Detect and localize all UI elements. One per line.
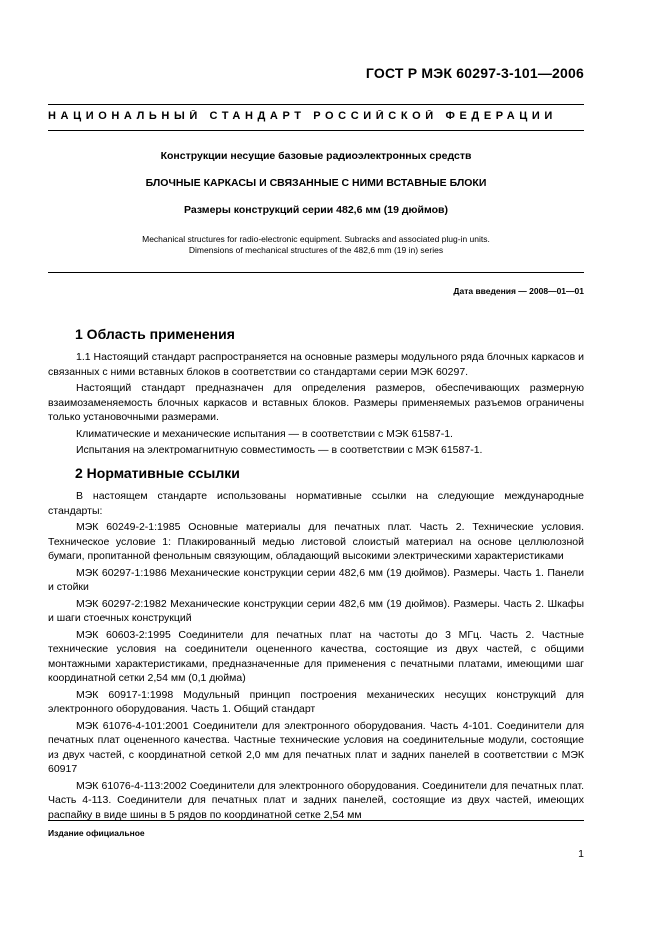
section-1-heading: 1 Область применения [75, 326, 235, 342]
title-rule [48, 272, 584, 273]
paragraph: Испытания на электромагнитную совместимость — в соответствии с МЭК 61587-1. [76, 444, 483, 456]
section-2-heading: 2 Нормативные ссылки [75, 465, 240, 481]
reference-item: МЭК 61076-4-101:2001 Соединители для электронного оборудования. Часть 4-101. Соединители для печатных плат оцененного качества. Частные технические условия на соединительные модули, состоящие из двух частей, с координатной сеткой 2,0 мм для печатных плат и задних панелей в соответствии с МЭК 60917 [48, 719, 584, 775]
paragraph: В настоящем стандарте использованы нормативные ссылки на следующие международные стандарты: [48, 490, 584, 517]
english-title [48, 234, 584, 256]
reference-item: МЭК 60917-1:1998 Модульный принцип построения механических несущих конструкций для электронного оборудования. Часть 1. Общий стандарт [48, 688, 584, 715]
reference-item: МЭК 60249-2-1:1985 Основные материалы для печатных плат. Часть 2. Технические условия. Техническое условие 1: Плакированный медью листовой слоистый материал на основе целлюлозной бумаги, пропитанной фенольным связующим, обладающий высокими электрическими характеристиками [48, 521, 584, 562]
introduction-date: Дата введения — 2008—01—01 [453, 286, 584, 296]
paragraph: Настоящий стандарт предназначен для определения размеров, обеспечивающих размерную взаимозаменяемость блочных каркасов и вставных блоков. Размеры применяемых разъемов ограничены только установочными размерами. [48, 382, 584, 423]
paragraph: 1.1 Настоящий стандарт распространяется на основные размеры модульного ряда блочных каркасов и связанных с ними вставных блоков в соответствии со стандартами серии МЭК 60297. [48, 351, 584, 378]
english-title-line-2: Dimensions of mechanical structures of the 482,6 mm (19 in) series [188, 245, 444, 255]
page-number: 1 [578, 848, 584, 860]
reference-item: МЭК 60297-1:1986 Механические конструкции серии 482,6 мм (19 дюймов). Размеры. Часть 1. Панели и стойки [48, 566, 584, 593]
title-line-2: БЛОЧНЫЕ КАРКАСЫ И СВЯЗАННЫЕ С НИМИ ВСТАВНЫЕ БЛОКИ [145, 177, 487, 189]
title-line-3: Размеры конструкций серии 482,6 мм (19 дюймов) [184, 204, 448, 216]
reference-item: МЭК 60297-2:1982 Механические конструкции серии 482,6 мм (19 дюймов). Размеры. Часть 2. Шкафы и шаги стоечных конструкций [48, 597, 584, 624]
reference-item: МЭК 60603-2:1995 Соединители для печатных плат на частоты до 3 МГц. Часть 2. Частные технические условия на соединители оцененного качества, состоящие из двух частей, с общими монтажными характеристиками, предназначенные для применения с печатными платами, имеющими шаг координатной сетки 2,54 мм (0,1 дюйма) [48, 628, 584, 684]
english-title-line-1: Mechanical structures for radio-electronic equipment. Subracks and associated plug-in units. [142, 234, 490, 244]
banner-rule [48, 130, 584, 131]
paragraph: Климатические и механические испытания — в соответствии с МЭК 61587-1. [76, 427, 453, 440]
section-1-body [48, 350, 584, 460]
footer-rule [48, 820, 584, 821]
section-2-body [48, 489, 584, 824]
national-standard-banner: НАЦИОНАЛЬНЫЙ СТАНДАРТ РОССИЙСКОЙ ФЕДЕРАЦИИ [48, 110, 557, 122]
reference-item: МЭК 61076-4-113:2002 Соединители для электронного оборудования. Соединители для печатных плат. Часть 4-113. Соединители для печатных плат и задних панелей, состоящие из двух частей, имеющих распайку в виде шины в 5 рядов по координатной сетке 2,54 мм [48, 779, 584, 821]
official-edition-label: Издание официальное [48, 828, 145, 838]
title-line-1: Конструкции несущие базовые радиоэлектронных средств [160, 150, 472, 162]
top-rule [48, 104, 584, 105]
standard-code: ГОСТ Р МЭК 60297-3-101—2006 [365, 65, 584, 81]
